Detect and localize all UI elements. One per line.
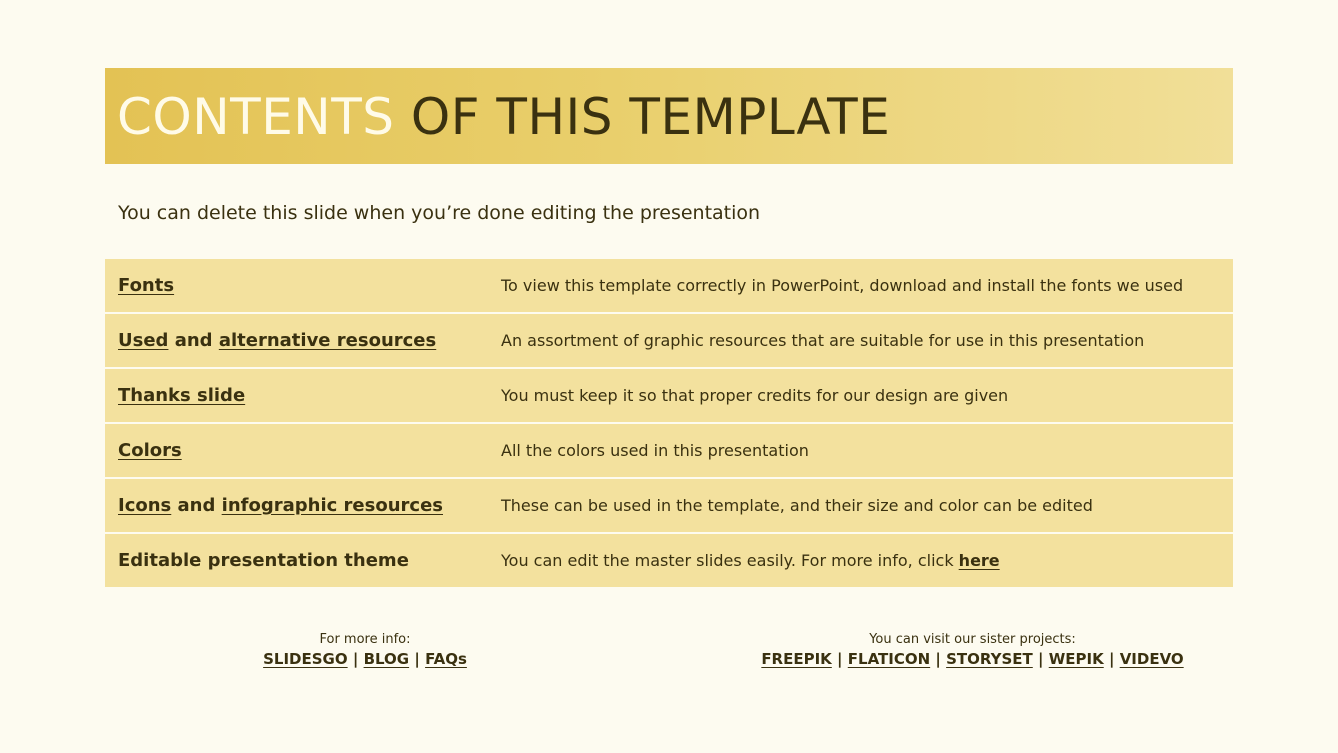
text-segment: These can be used in the template, and their size and color can be edited <box>501 496 1093 515</box>
title-banner <box>105 68 1233 164</box>
page-subtitle: You can delete this slide when you’re done editing the presentation <box>118 202 761 224</box>
contents-table <box>105 259 1233 589</box>
text-segment: To view this template correctly in PowerPoint, download and install the fonts we used <box>501 276 1184 295</box>
link-separator: | <box>1038 650 1044 668</box>
text-segment: All the colors used in this presentation <box>501 441 809 460</box>
row-description <box>501 314 1144 367</box>
table-row <box>105 479 1233 532</box>
text-segment: Editable presentation theme <box>118 550 409 571</box>
text-segment: and <box>168 330 219 351</box>
footer-link-blog[interactable]: BLOG <box>363 650 410 668</box>
row-description <box>501 369 1008 422</box>
row-topic <box>118 369 245 422</box>
row-description <box>501 424 809 477</box>
text-segment: You can edit the master slides easily. For more info, click <box>501 551 959 570</box>
row-description <box>501 534 1000 587</box>
footer-link-flaticon[interactable]: FLATICON <box>847 650 931 668</box>
row-description <box>501 479 1093 532</box>
link-thanks-slide[interactable]: Thanks slide <box>118 385 246 406</box>
footer-sister-projects-links <box>740 648 1205 670</box>
link-colors[interactable]: Colors <box>118 440 182 461</box>
title-light-part: CONTENTS <box>117 88 395 146</box>
row-topic <box>118 534 409 587</box>
link-here[interactable]: here <box>958 551 1000 570</box>
link-infographic-resources[interactable]: infographic resources <box>221 495 443 516</box>
row-topic <box>118 424 182 477</box>
footer-link-storyset[interactable]: STORYSET <box>946 650 1033 668</box>
footer-link-freepik[interactable]: FREEPIK <box>761 650 832 668</box>
link-alternative-resources[interactable]: alternative resources <box>218 330 437 351</box>
footer-sister-projects <box>740 631 1205 670</box>
text-segment: An assortment of graphic resources that are suitable for use in this presentation <box>501 331 1145 350</box>
table-row <box>105 259 1233 312</box>
link-separator: | <box>837 650 843 668</box>
footer-link-slidesgo[interactable]: SLIDESGO <box>263 650 348 668</box>
link-separator: | <box>352 650 359 668</box>
link-separator: | <box>935 650 941 668</box>
footer-more-info-label: For more info: <box>319 632 411 647</box>
link-separator: | <box>414 650 420 668</box>
table-row <box>105 424 1233 477</box>
link-fonts[interactable]: Fonts <box>118 275 175 296</box>
table-row <box>105 369 1233 422</box>
footer-more-info-links <box>205 648 525 670</box>
link-used[interactable]: Used <box>118 330 169 351</box>
link-separator: | <box>1108 650 1115 668</box>
table-row <box>105 314 1233 367</box>
title-dark-part: OF THIS TEMPLATE <box>410 88 891 146</box>
footer-link-wepik[interactable]: WEPIK <box>1048 650 1104 668</box>
link-icons[interactable]: Icons <box>118 495 172 516</box>
footer-sister-projects-label: You can visit our sister projects: <box>869 632 1076 647</box>
footer-link-videvo[interactable]: VIDEVO <box>1119 650 1184 668</box>
row-description <box>501 259 1183 312</box>
row-topic <box>118 259 174 312</box>
table-row <box>105 534 1233 587</box>
text-segment: and <box>171 495 222 516</box>
footer-more-info <box>205 631 525 670</box>
text-segment: You must keep it so that proper credits for our design are given <box>501 386 1009 405</box>
page-title <box>117 88 891 146</box>
row-topic <box>118 314 436 367</box>
footer-link-faqs[interactable]: FAQs <box>425 650 467 668</box>
row-topic <box>118 479 443 532</box>
